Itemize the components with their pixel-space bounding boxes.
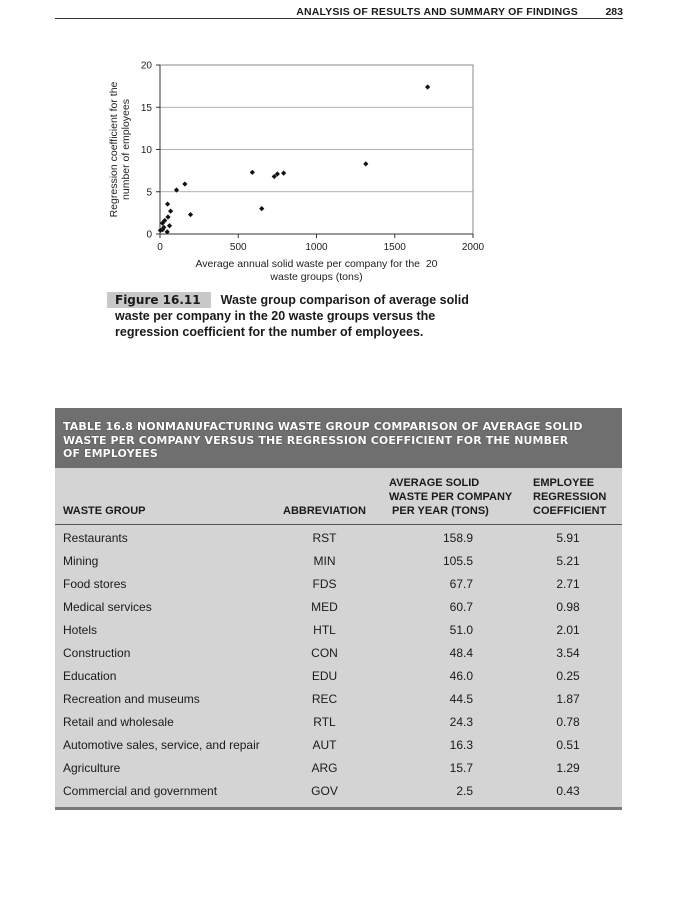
cell-waste-group: Automotive sales, service, and repair [63,738,260,752]
scatter-chart [95,55,495,290]
caption-line-1: Waste group comparison of average solid [220,293,469,307]
cell-abbreviation: REC [311,692,338,706]
header-coef-line-1: EMPLOYEE [533,477,595,489]
table-row [55,573,622,596]
table-row [55,780,622,803]
data-table [55,408,622,810]
cell-average: 46.0 [449,669,473,683]
header-coef-line-2: REGRESSION [533,491,607,503]
cell-waste-group: Restaurants [63,531,128,545]
x-tick-label: 1500 [383,242,406,253]
cell-abbreviation: GOV [311,784,338,798]
header-coef-line-3: COEFFICIENT [533,505,607,517]
cell-abbreviation: RST [312,531,337,545]
cell-abbreviation: AUT [312,738,337,752]
cell-average: 24.3 [449,715,473,729]
cell-average: 105.5 [442,554,473,568]
cell-average: 2.5 [456,784,473,798]
cell-waste-group: Recreation and museums [63,692,200,706]
table-row [55,711,622,734]
cell-coefficient: 2.01 [556,623,580,637]
table-row [55,527,622,550]
table-row [55,550,622,573]
y-tick-label: 15 [140,102,152,114]
figure-caption [107,292,507,340]
table-row [55,665,622,688]
y-tick-label: 0 [146,229,152,241]
cell-waste-group: Hotels [63,623,98,637]
header-average-solid-waste [389,476,524,518]
caption-line-2: waste per company in the 20 waste groups versus the [115,309,436,323]
header-employee-coefficient [533,476,606,518]
table-title-line-2: WASTE PER COMPANY VERSUS THE REGRESSION COEFFICIENT FOR THE NUMBER [63,433,569,447]
table-row [55,642,622,665]
cell-waste-group: Retail and wholesale [63,715,174,729]
cell-coefficient: 3.54 [556,646,580,660]
cell-average: 158.9 [442,531,473,545]
cell-waste-group: Construction [63,646,131,660]
table-row [55,757,622,780]
header-abbreviation: ABBREVIATION [283,505,366,517]
cell-coefficient: 2.71 [556,577,580,591]
cell-average: 67.7 [449,577,473,591]
cell-abbreviation: RTL [313,715,336,729]
running-title: ANALYSIS OF RESULTS AND SUMMARY OF FINDINGS [296,6,578,18]
x-axis-label: Average annual solid waste per company for the 20 [195,258,438,270]
table-row [55,734,622,757]
cell-coefficient: 1.29 [556,761,580,775]
cell-abbreviation: EDU [311,669,338,683]
table-header [55,468,622,525]
cell-coefficient: 1.87 [556,692,580,706]
cell-average: 60.7 [449,600,473,614]
cell-average: 15.7 [449,761,473,775]
caption-line-3: regression coefficient for the number of employees. [115,325,424,339]
cell-abbreviation: ARG [311,761,338,775]
y-tick-label: 20 [140,60,152,72]
cell-coefficient: 0.25 [556,669,580,683]
running-head [55,6,623,19]
y-axis-label: Regression coefficient for the [108,81,120,218]
cell-waste-group: Commercial and government [63,784,218,798]
cell-waste-group: Food stores [63,577,127,591]
cell-waste-group: Agriculture [63,761,121,775]
x-tick-label: 2000 [461,242,485,253]
table-title-line-3: OF EMPLOYEES [63,447,158,460]
y-axis-label: number of employees [120,99,132,200]
header-avg-line-2: WASTE PER COMPANY [389,491,513,503]
table-row [55,619,622,642]
x-tick-label: 500 [229,242,247,253]
cell-waste-group: Mining [63,554,99,568]
header-avg-line-3: PER YEAR (TONS) [389,505,489,517]
cell-coefficient: 0.51 [556,738,580,752]
cell-abbreviation: CON [311,646,338,660]
cell-average: 16.3 [449,738,473,752]
header-waste-group: WASTE GROUP [63,505,146,517]
cell-coefficient: 5.21 [556,554,580,568]
x-axis-label: waste groups (tons) [270,271,363,283]
y-tick-label: 5 [146,187,152,199]
table-row [55,688,622,711]
cell-coefficient: 0.98 [556,600,580,614]
cell-coefficient: 0.43 [556,784,580,798]
cell-coefficient: 5.91 [556,531,580,545]
cell-abbreviation: MIN [313,554,336,568]
cell-abbreviation: FDS [312,577,337,591]
table-body [55,525,622,803]
cell-abbreviation: MED [311,600,338,614]
x-tick-label: 1000 [305,242,328,253]
y-tick-label: 10 [140,145,152,156]
cell-waste-group: Education [63,669,117,683]
figure-label: Figure 16.11 [107,292,211,308]
table-row [55,596,622,619]
header-avg-line-1: AVERAGE SOLID [389,477,480,489]
cell-coefficient: 0.78 [556,715,580,729]
cell-average: 44.5 [449,692,473,706]
table-title-line-1: TABLE 16.8 NONMANUFACTURING WASTE GROUP COMPARISON OF AVERAGE SOLID [63,420,583,433]
cell-average: 48.4 [449,646,473,660]
cell-abbreviation: HTL [313,623,336,637]
cell-average: 51.0 [449,623,473,637]
x-tick-label: 0 [157,242,163,253]
table-title [55,408,622,468]
cell-waste-group: Medical services [63,600,152,614]
page-number: 283 [605,6,623,18]
